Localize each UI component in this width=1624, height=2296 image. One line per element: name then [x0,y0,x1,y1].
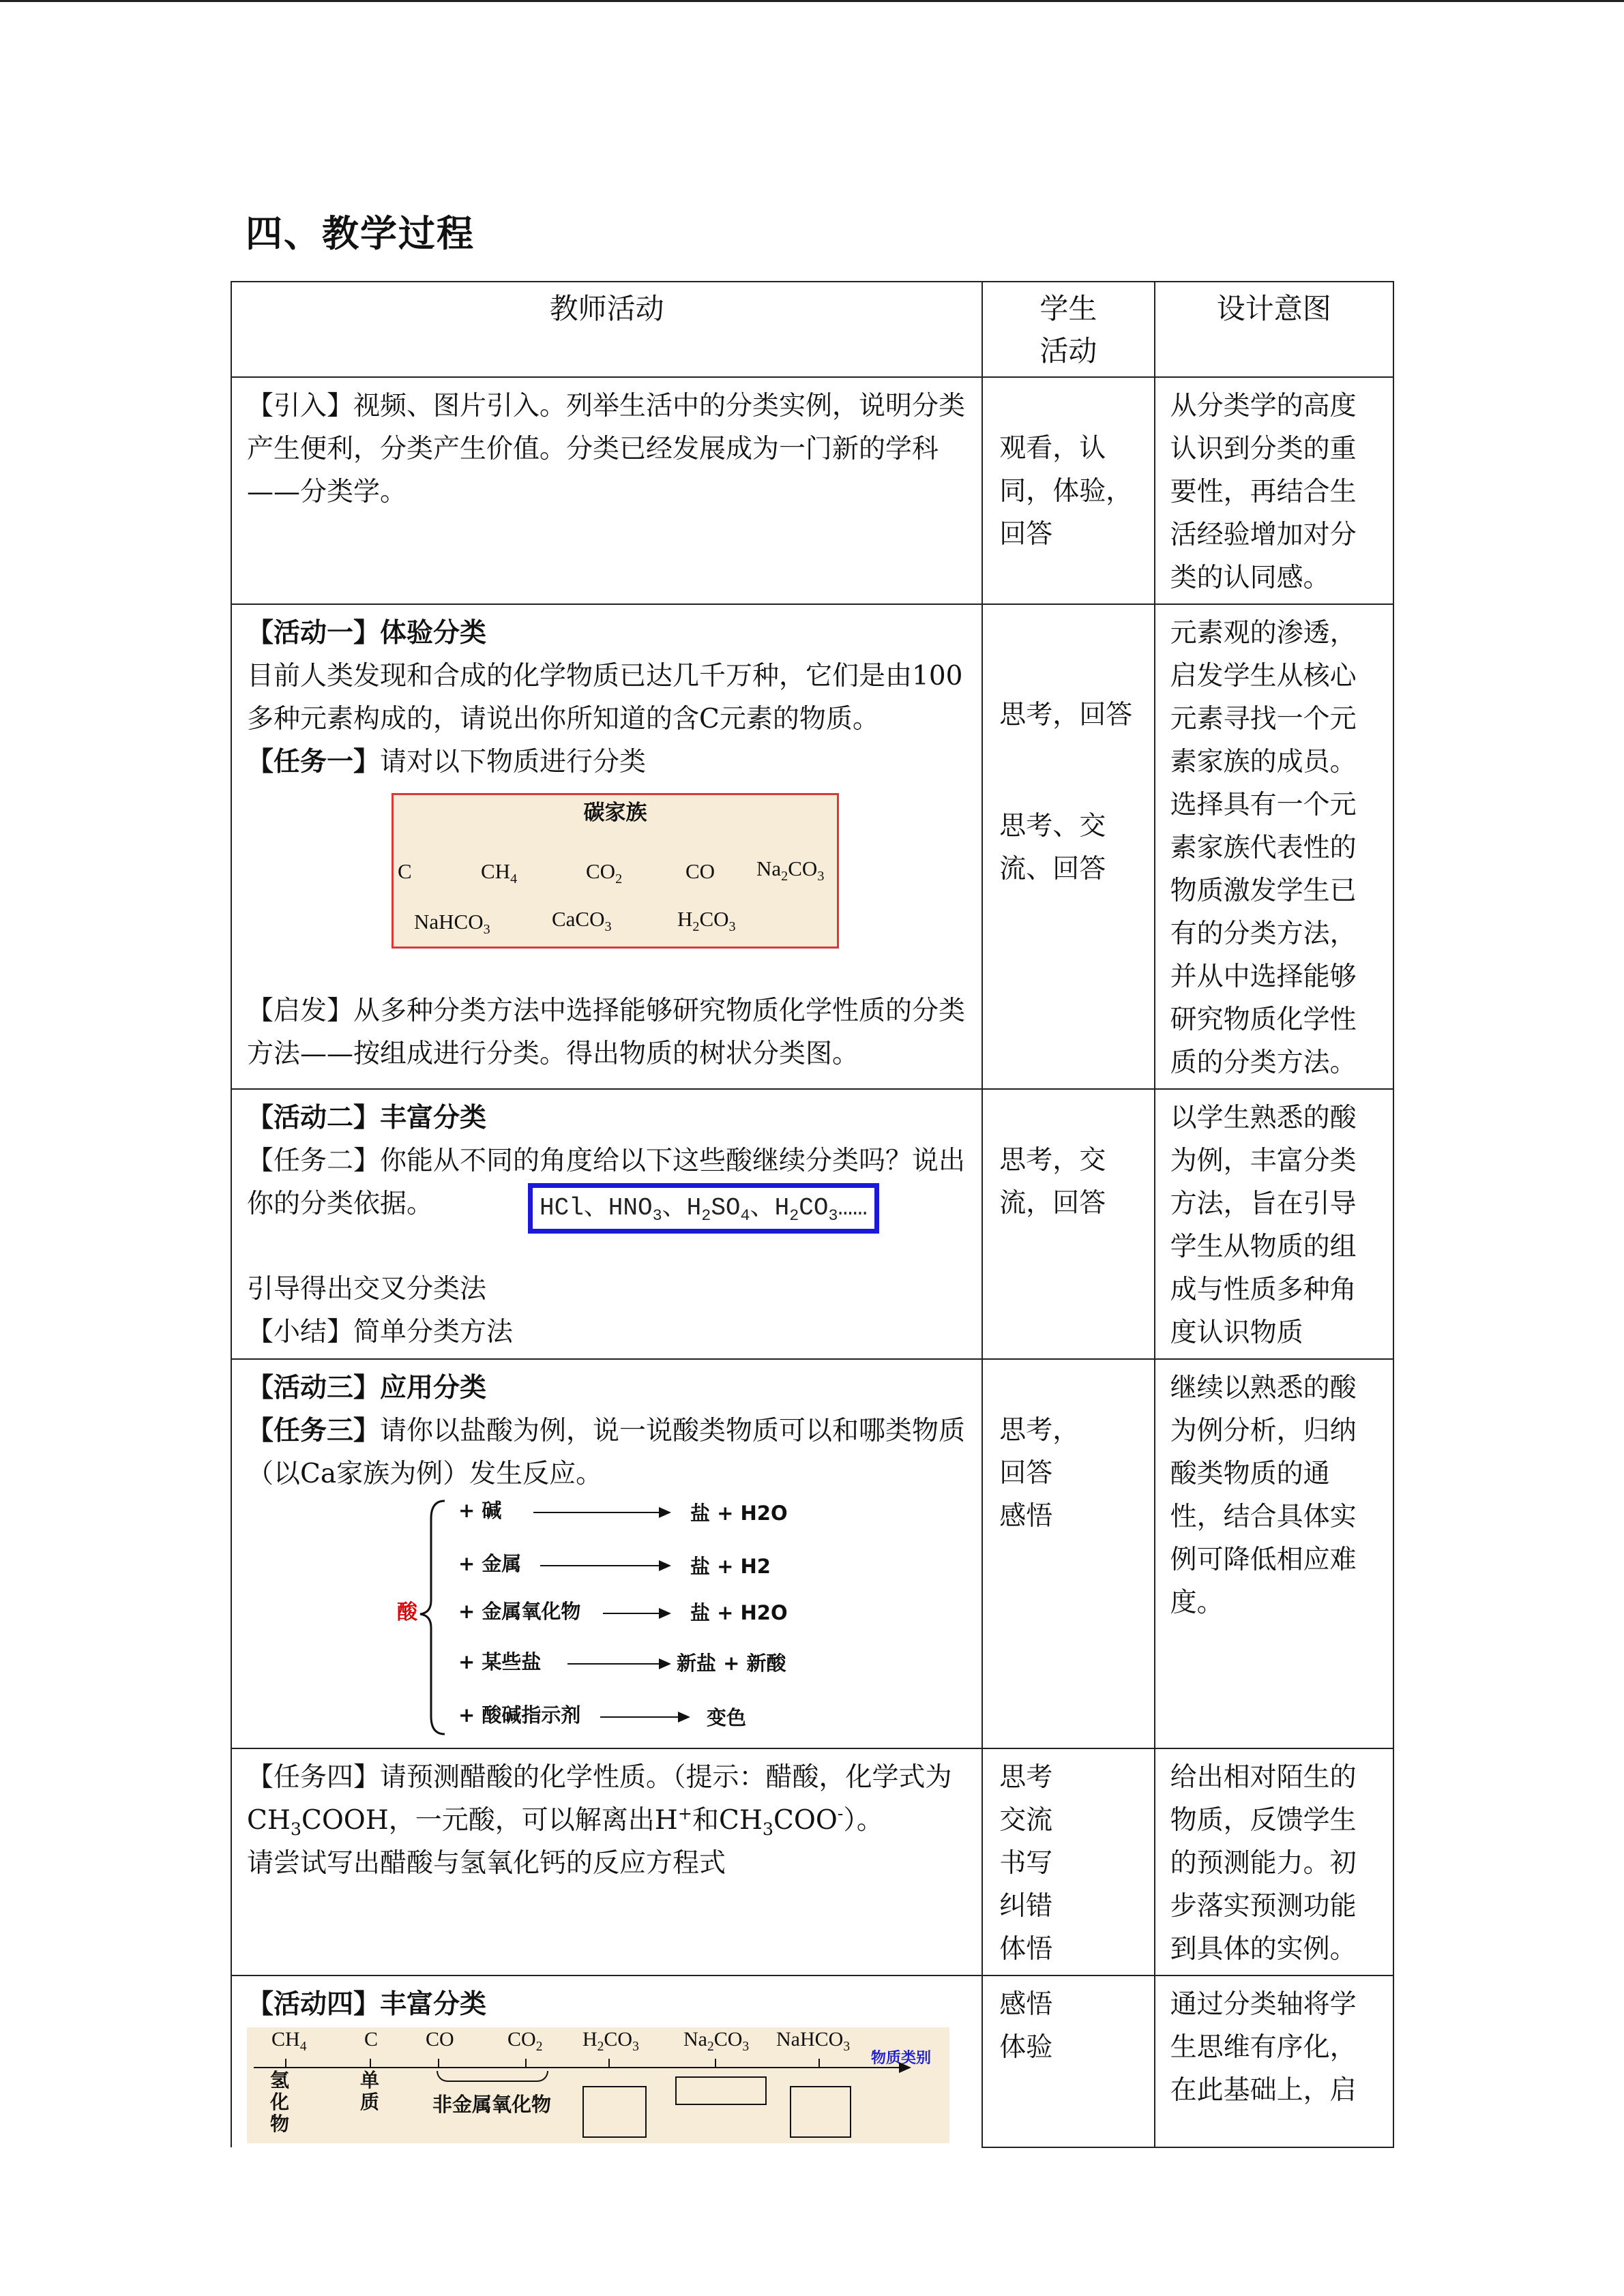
teacher-cell [231,377,982,604]
reaction-product: 盐 + H2O [690,1601,788,1624]
design-cell: 通过分类轴将学生思维有序化，在此基础上，启 [1155,1976,1393,2147]
carbon-item: $H_2CO_3$ [677,907,736,935]
task-two-text: 【任务二】你能从不同的角度给以下这些酸继续分类吗？说出你的分类依据。 [247,1146,966,1219]
activity-title: 【活动一】体验分类 [247,618,487,648]
header-student-label: 学生活动 [1039,292,1097,368]
carbon-item: C [398,859,412,883]
student-text: 体验 [999,2032,1053,2063]
axis-tick [438,2059,439,2068]
student-text: 回答 [999,1458,1053,1489]
task-text: 请预测醋酸的化学性质。（提示：醋酸，化学式为$CH_3COOH$，一元酸，可以解离出H+和$CH_3COO^-$）。 [247,1762,952,1839]
student-cell [982,1359,1154,1748]
reaction-product: 盐 + H2O [690,1502,788,1525]
reaction-reactant: + 金属氧化物 [458,1600,581,1623]
reaction-product: 新盐 + 新酸 [677,1652,786,1675]
reaction-reactant: + 某些盐 [458,1650,542,1673]
blank-box [675,2076,767,2105]
table-row [231,1976,1393,2147]
activity-intro: 目前人类发现和合成的化学物质已达几千万种，它们是由100多种元素构成的，请说出你所知道的含C元素的物质。 [247,661,963,734]
axis-label: NaHCO$_3$ [776,2028,851,2054]
student-cell [982,1976,1154,2147]
axis-tick [370,2059,371,2068]
axis-label: C [364,2028,379,2051]
header-student [982,282,1154,377]
group-brace [437,2071,548,2082]
teacher-cell [231,604,982,1089]
carbon-family-box [392,793,839,949]
student-text: 感悟 [999,1989,1053,2020]
task-line [247,1410,966,1495]
teacher-cell [231,1359,982,1748]
design-cell: 元素观的渗透，启发学生从核心元素寻找一个元素家族的成员。选择具有一个元素家族代表性的物质激发学生已有的分类方法，并从中选择能够研究物质化学性质的分类方法。 [1155,604,1393,1089]
task-tag: 【任务三】 [247,1416,381,1446]
axis-tick [525,2059,527,2068]
design-cell: 继续以熟悉的酸为例分析，归纳酸类物质的通性，结合具体实例可降低相应难度。 [1155,1359,1393,1748]
student-cell [982,1089,1154,1359]
element-label: 单质 [360,2069,380,2113]
carbon-item: CO [685,859,715,883]
student-text: 纠错 [999,1891,1053,1922]
student-text: 思考，回答 [999,700,1133,730]
student-text: 书写 [999,1848,1053,1879]
reaction-arrow [600,1716,689,1718]
axis-label: CO [426,2028,454,2051]
axis-tick [715,2059,716,2068]
student-cell [982,604,1154,1089]
reaction-arrow [533,1512,670,1513]
carbon-box-title: 碳家族 [583,801,647,824]
teacher-cell [231,1748,982,1976]
activity-title: 【活动四】丰富分类 [247,1989,487,2020]
reaction-product: 盐 + H2 [690,1555,771,1578]
acid-label: 酸 [397,1600,417,1624]
reaction-reactant: + 金属 [458,1552,522,1575]
student-text: 观看，认同，体验，回答 [999,433,1133,550]
header-teacher: 教师活动 [231,282,982,377]
inspire-text: 【启发】从多种分类方法中选择能够研究物质化学性质的分类方法——按组成进行分类。得出物质的树状分类图。 [247,996,966,1069]
table-row [231,604,1393,1089]
axis-label: $H_2CO_3$ [582,2028,639,2054]
student-cell [982,1748,1154,1976]
teacher-cell [231,1976,982,2147]
axis-line [254,2067,909,2068]
header-design: 设计意图 [1155,282,1393,377]
reaction-arrow [603,1613,670,1614]
task-text [247,1139,966,1225]
acid-reaction-diagram [397,1498,833,1744]
student-text: 思考 [999,1762,1053,1793]
acid-formula-box: HCl、$HNO_3$、$H_2SO_4$、$H_2CO_3\dots\dots$ [528,1183,879,1234]
student-text: 交流 [999,1805,1053,1836]
carbon-item: CaCO$_3$ [552,907,612,935]
task-tag: 【任务四】 [247,1762,381,1793]
task-line [247,1756,966,1842]
student-text: 感悟 [999,1501,1053,1532]
student-text: 体悟 [999,1934,1053,1965]
student-cell [982,377,1154,604]
student-text: 思考、交流、回答 [999,811,1106,884]
page-top-border [0,0,1624,2]
task-text: 请对以下物质进行分类 [380,747,647,777]
axis-tick [608,2059,610,2068]
blank-box [582,2086,647,2138]
design-cell: 以学生熟悉的酸为例，丰富分类方法，旨在引导学生从物质的组成与性质多种角度认识物质 [1155,1089,1393,1359]
table-row [231,377,1393,604]
reaction-arrow [540,1565,670,1566]
summary-text: 【小结】简单分类方法 [247,1317,514,1347]
axis-title: 物质类别 [871,2050,932,2067]
axis-label: $CO_2$ [507,2028,543,2054]
activity-title: 【活动三】应用分类 [247,1373,487,1403]
guide-text: 引导得出交叉分类法 [247,1274,487,1304]
carbon-item: NaHCO$_3$ [414,910,490,938]
reaction-product: 变色 [707,1706,747,1729]
axis-tick [818,2059,820,2068]
intro-text: 【引入】视频、图片引入。列举生活中的分类实例，说明分类产生便利，分类产生价值。分类已经发展成为一门新的学科——分类学。 [247,391,966,507]
table-row [231,1089,1393,1359]
task-text: 请你以盐酸为例，说一说酸类物质可以和哪类物质（以Ca家族为例）发生反应。 [247,1416,966,1489]
axis-label: $CH_4$ [271,2028,307,2054]
task-text: 请尝试写出醋酸与氢氧化钙的反应方程式 [247,1848,726,1879]
carbon-item: $CO_2$ [586,859,623,887]
hydride-label: 氢化物 [270,2069,290,2135]
brace-icon [417,1498,452,1744]
classification-axis [247,2027,949,2143]
axis-tick [285,2059,286,2068]
reaction-reactant: + 碱 [458,1499,502,1522]
reaction-arrow [567,1663,670,1665]
student-text: 思考， [999,1415,1080,1446]
activity-title: 【活动二】丰富分类 [247,1103,487,1133]
student-text: 思考，交流，回答 [999,1145,1106,1219]
design-cell: 给出相对陌生的物质，反馈学生的预测能力。初步落实预测功能到具体的实例。 [1155,1748,1393,1976]
teacher-cell [231,1089,982,1359]
table-row [231,1748,1393,1976]
task-tag: 【任务一】 [247,747,381,777]
reaction-reactant: + 酸碱指示剂 [458,1703,581,1727]
table-row [231,1359,1393,1748]
task-line [247,741,966,784]
blank-box [790,2086,851,2138]
axis-label: $Na_2CO_3$ [683,2028,750,2054]
carbon-item: $CH_4$ [481,859,518,887]
carbon-item: $Na_2CO_3$ [756,856,825,884]
teaching-process-table [231,281,1394,2148]
design-cell: 从分类学的高度认识到分类的重要性，再结合生活经验增加对分类的认同感。 [1155,377,1393,604]
nonmetal-oxide-label: 非金属氧化物 [432,2093,552,2116]
table-header-row [231,282,1393,377]
section-title: 四、教学过程 [246,212,475,255]
